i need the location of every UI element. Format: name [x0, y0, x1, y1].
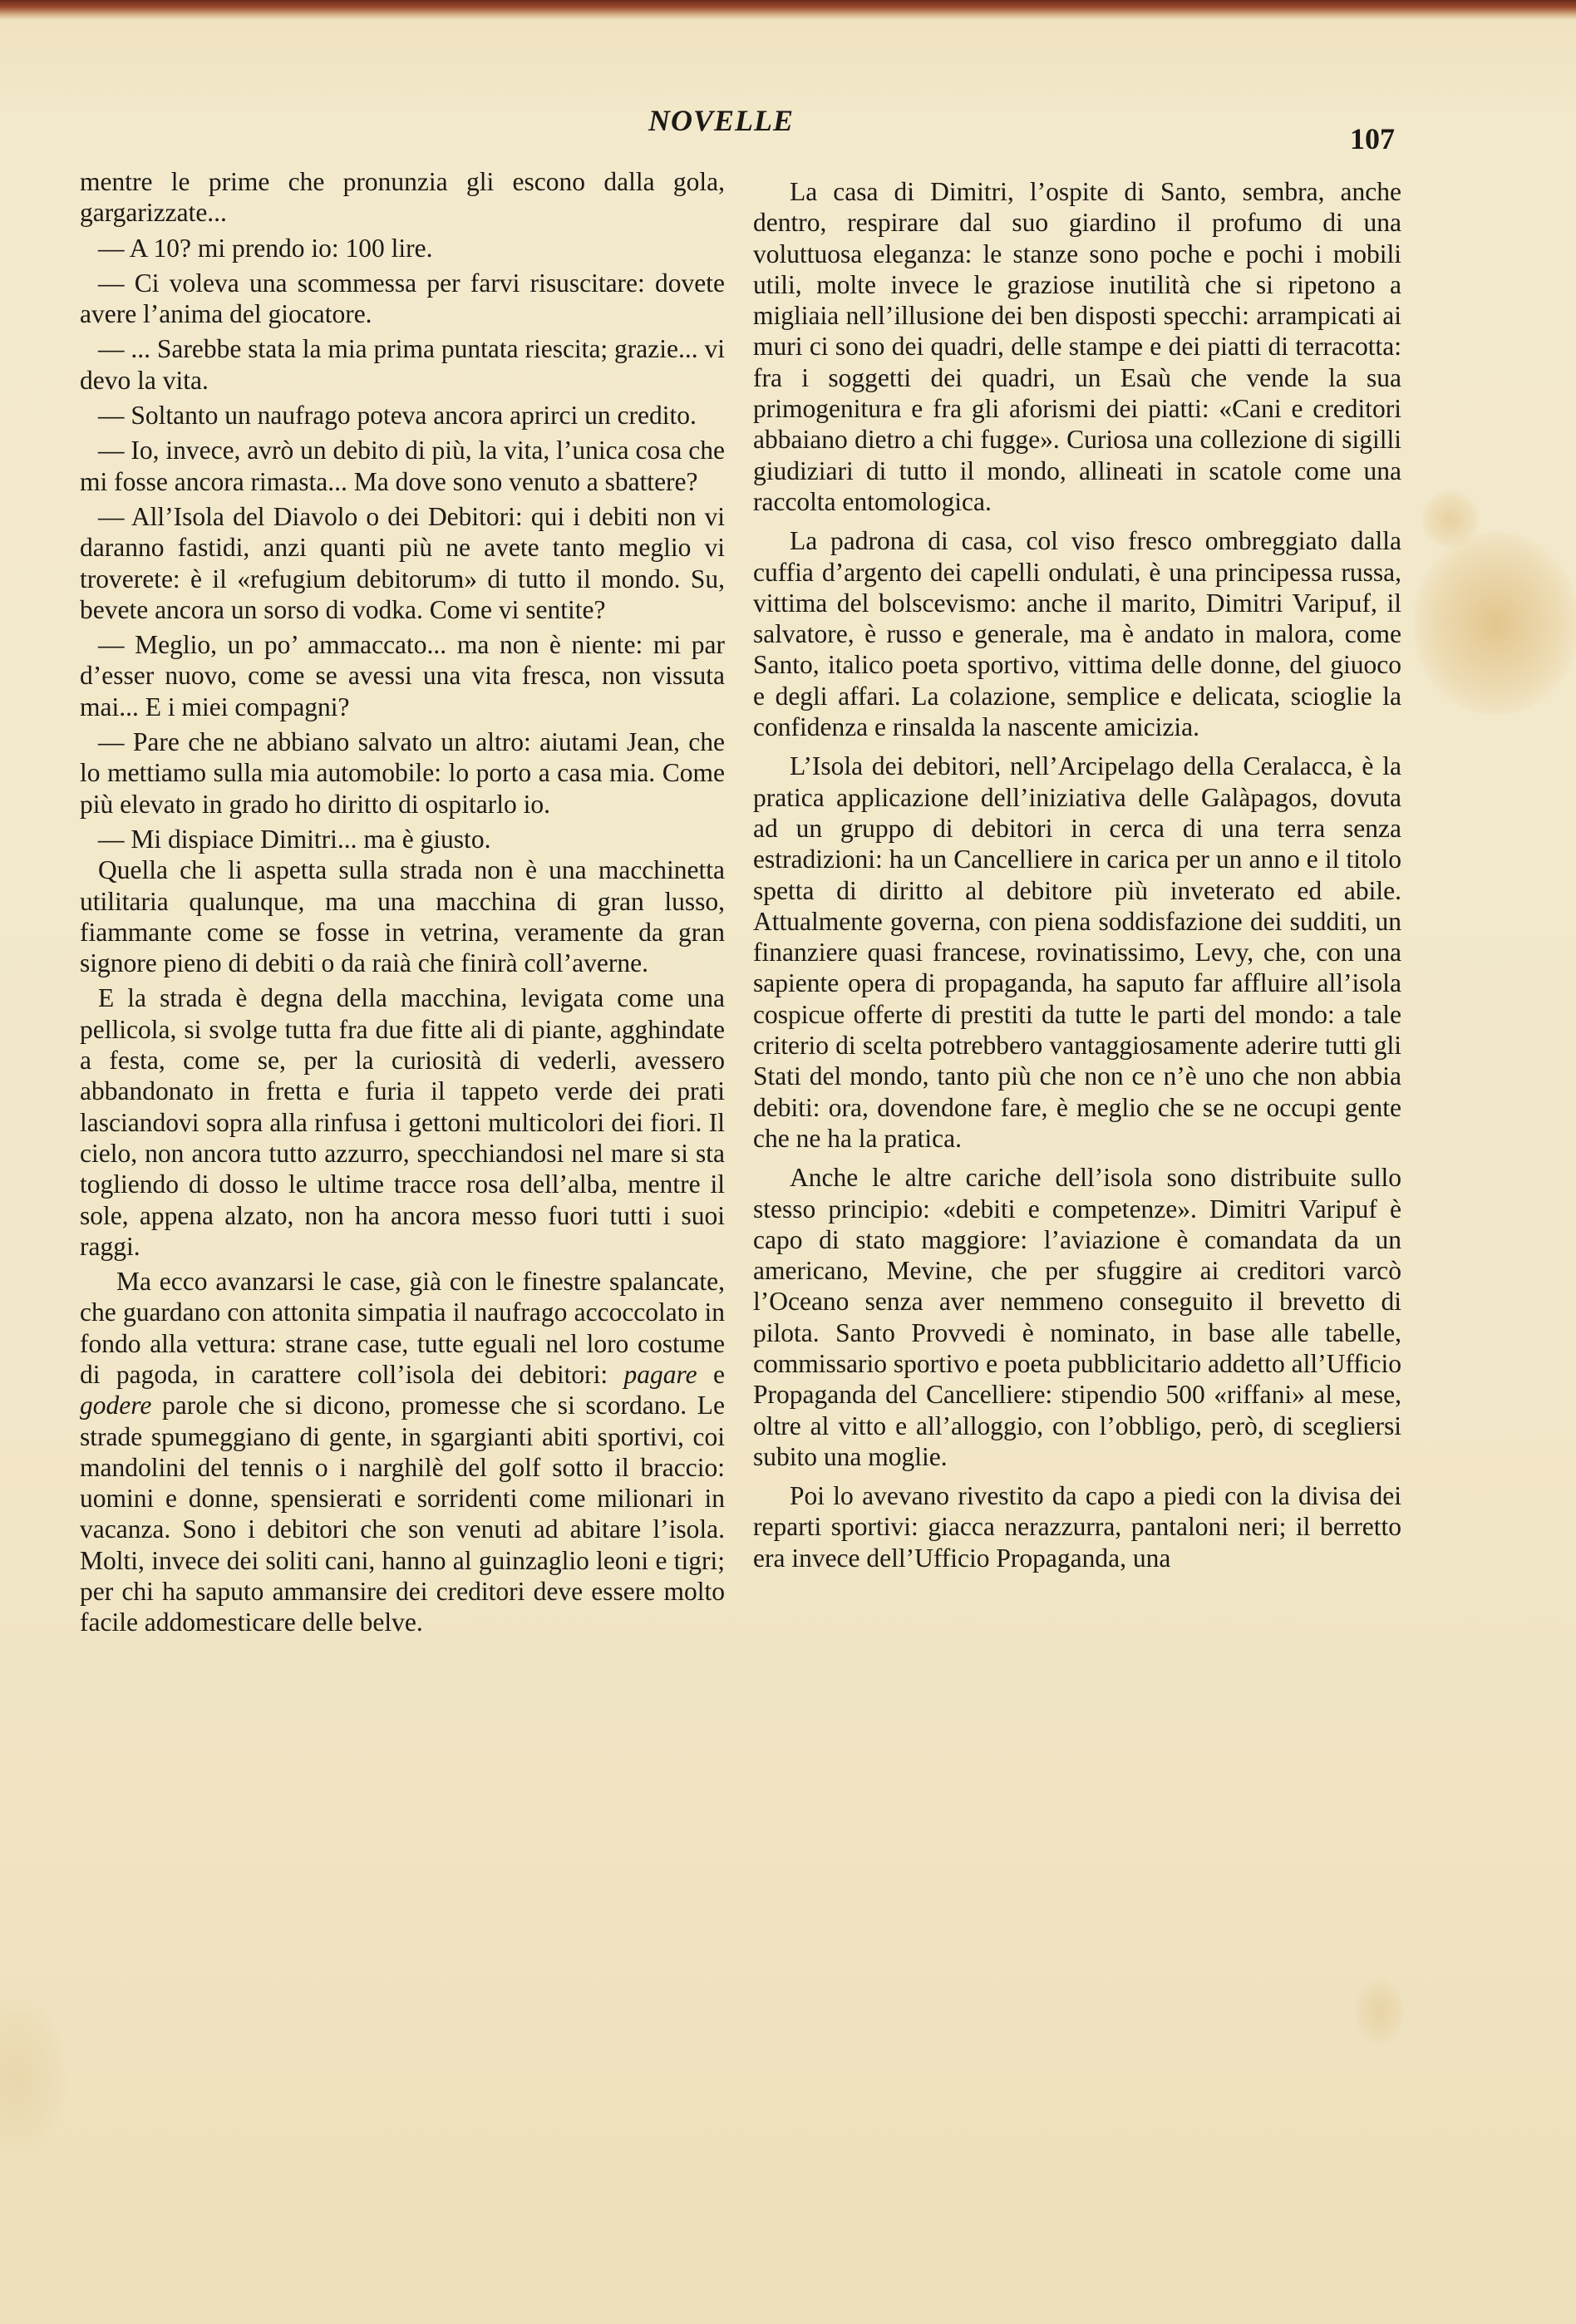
paragraph: mentre le prime che pronunzia gli escono dalla gola, gargarizzate...: [80, 167, 725, 228]
paper-stain: [0, 1995, 66, 2161]
left-column: [80, 166, 725, 1642]
dialog-line: — All’Isola del Diavolo o dei Debitori: qui i debiti non vi daranno fastidi, anzi quanti più ne avete tanto meglio vi troverete: è il «refugium debitorum» di tutto il mondo. Su, bevete ancora un sorso di vodka. Come vi sentite?: [80, 501, 725, 624]
page-top-edge: [0, 0, 1576, 20]
paragraph: La padrona di casa, col viso fresco ombreggiato dalla cuffia d’argento dei capelli ondulati, è una principessa russa, vittima del bolscevismo: anche il marito, Dimitri Varipuf, il salvatore, è russo e generale, ma è andato in malora, come Santo, italico poeta sportivo, vittima delle donne, del giuoco e degli affari. La colazione, semplice e delicata, scioglie la confidenza e rinsalda la nascente amicizia.: [753, 526, 1401, 742]
dialog-line: — Ci voleva una scommessa per farvi risuscitare: dovete avere l’anima del giocatore.: [80, 268, 725, 329]
paragraph: La casa di Dimitri, l’ospite di Santo, sembra, anche dentro, respirare dal suo giardino il profumo di una voluttuosa eleganza: le stanze sono poche e pochi i mobili utili, molte invece le graziose inutilità che si ripetono a migliaia nell’illusione dei ben disposti specchi: arrampicati ai muri ci sono dei quadri, delle stampe e dei piatti di terracotta: fra i soggetti dei quadri, un Esaù che vende la sua primogenitura e fra gli aforismi dei piatti: «Cani e creditori abbaiano dietro a chi fugge». Curiosa una collezione di sigilli giudiziari di tutto il mondo, allineati in scatole come una raccolta entomologica.: [753, 177, 1401, 516]
right-column: [753, 176, 1401, 1582]
paragraph: [80, 1266, 725, 1638]
paragraph-text: parole che si dicono, promesse che si scordano. Le strade spumeggiano di gente, in sgargianti abiti sportivi, coi mandolini del tennis o i narghilè del golf sotto il braccio: uomini e donne, spensierati e sorridenti come milionari in vacanza. Sono i debitori che son venuti ad abitare l’isola. Molti, invece dei soliti cani, hanno al guinzaglio leoni e tigri; per chi ha saputo ammansire dei creditori deve essere molto facile addomesticare delle belve.: [80, 1391, 725, 1637]
paragraph: L’Isola dei debitori, nell’Arcipelago della Ceralacca, è la pratica applicazione dell’iniziativa delle Galàpagos, dovuta ad un gruppo di debitori in cerca di una terra senza estradizioni: ha un Cancelliere in carica per un anno e il titolo spetta di diritto al debitore più inveterato ed abile. Attualmente governa, con piena soddisfazione dei sudditi, un finanziere quasi francese, rovinatissimo, Levy, che, con una sapiente opera di propaganda, ha saputo far affluire all’isola cospicue offerte di prestiti da tutte le parti del mondo: a tale criterio di scelta potrebbero vantaggiosamente aderire tutti gli Stati del mondo, tanto più che non ce n’è uno che non abbia debiti: ora, dovendone fare, è meglio che se ne occupi gente che ne ha la pratica.: [753, 751, 1401, 1153]
dialog-line: — Pare che ne abbiano salvato un altro: aiutami Jean, che lo mettiamo sulla mia automobile: lo porto a casa mia. Come più elevato in grado ho diritto di ospitarlo io.: [80, 727, 725, 819]
paragraph-text: Ma ecco avanzarsi le case, già con le finestre spalancate, che guardano con attonita simpatia il naufrago accoccolato in fondo alla vettura: strane case, tutte eguali nel loro costume di pagoda, in carattere coll’isola dei debitori:: [80, 1267, 725, 1389]
paragraph: Poi lo avevano rivestito da capo a piedi con la divisa dei reparti sportivi: giacca nerazzurra, pantaloni neri; il berretto era invece dell’Ufficio Propaganda, una: [753, 1481, 1401, 1573]
italic-word: godere: [80, 1391, 152, 1420]
paper-stain: [1355, 1978, 1405, 2045]
paragraph: E la strada è degna della macchina, levigata come una pellicola, si svolge tutta fra due fitte ali di piante, agghindate a festa, come se, per la curiosità di vederli, avessero abbandonato in fretta e furia il tappeto verde dei prati lasciandovi sopra alla rinfusa i gettoni multicolori dei fiori. Il cielo, non ancora tutto azzurro, specchiandosi nel mare si sta togliendo di dosso le ultime tracce rosa dell’alba, mentre il sole, appena alzato, non ha ancora messo fuori tutti i suoi raggi.: [80, 983, 725, 1261]
page-number: 107: [1350, 122, 1395, 155]
italic-word: pagare: [623, 1359, 697, 1389]
dialog-line: — Io, invece, avrò un debito di più, la vita, l’unica cosa che mi fosse ancora rimasta... Ma dove sono venuto a sbattere?: [80, 436, 726, 496]
paragraph: Quella che li aspetta sulla strada non è una macchinetta utilitaria qualunque, ma una macchina di gran lusso, fiammante come se fosse in vetrina, veramente da gran signore pieno di debiti o da raià che finirà coll’averne.: [80, 855, 725, 978]
dialog-line: — ... Sarebbe stata la mia prima puntata riescita; grazie... vi devo la vita.: [80, 334, 725, 395]
paragraph: Anche le altre cariche dell’isola sono distribuite sullo stesso principio: «debiti e competenze». Dimitri Varipuf è capo di stato maggiore: l’aviazione è comandata da un americano, Mevine, che per sfuggire ai creditori varcò l’Oceano senza aver nemmeno conseguito il brevetto di pilota. Santo Provvedi è nominato, in base alle tabelle, commissario sportivo e poeta pubblicitario addetto all’Ufficio Propaganda del Cancelliere: stipendio 500 «riffani» al mese, oltre al vitto e all’alloggio, con l’obbligo, però, di scegliersi subito una moglie.: [753, 1163, 1401, 1471]
paper-stain: [1413, 532, 1576, 715]
running-title: NOVELLE: [648, 104, 795, 137]
dialog-line: — Mi dispiace Dimitri... ma è giusto.: [98, 824, 491, 854]
paragraph-text: e: [697, 1359, 725, 1389]
dialog-line: — Meglio, un po’ ammaccato... ma non è niente: mi par d’esser nuovo, come se avessi una vita fresca, non vissuta mai... E i miei compagni?: [80, 630, 725, 721]
dialog-line: — A 10? mi prendo io: 100 lire.: [98, 233, 433, 263]
dialog-line: — Soltanto un naufrago poteva ancora aprirci un credito.: [98, 401, 697, 431]
paper-stain: [1421, 490, 1480, 549]
